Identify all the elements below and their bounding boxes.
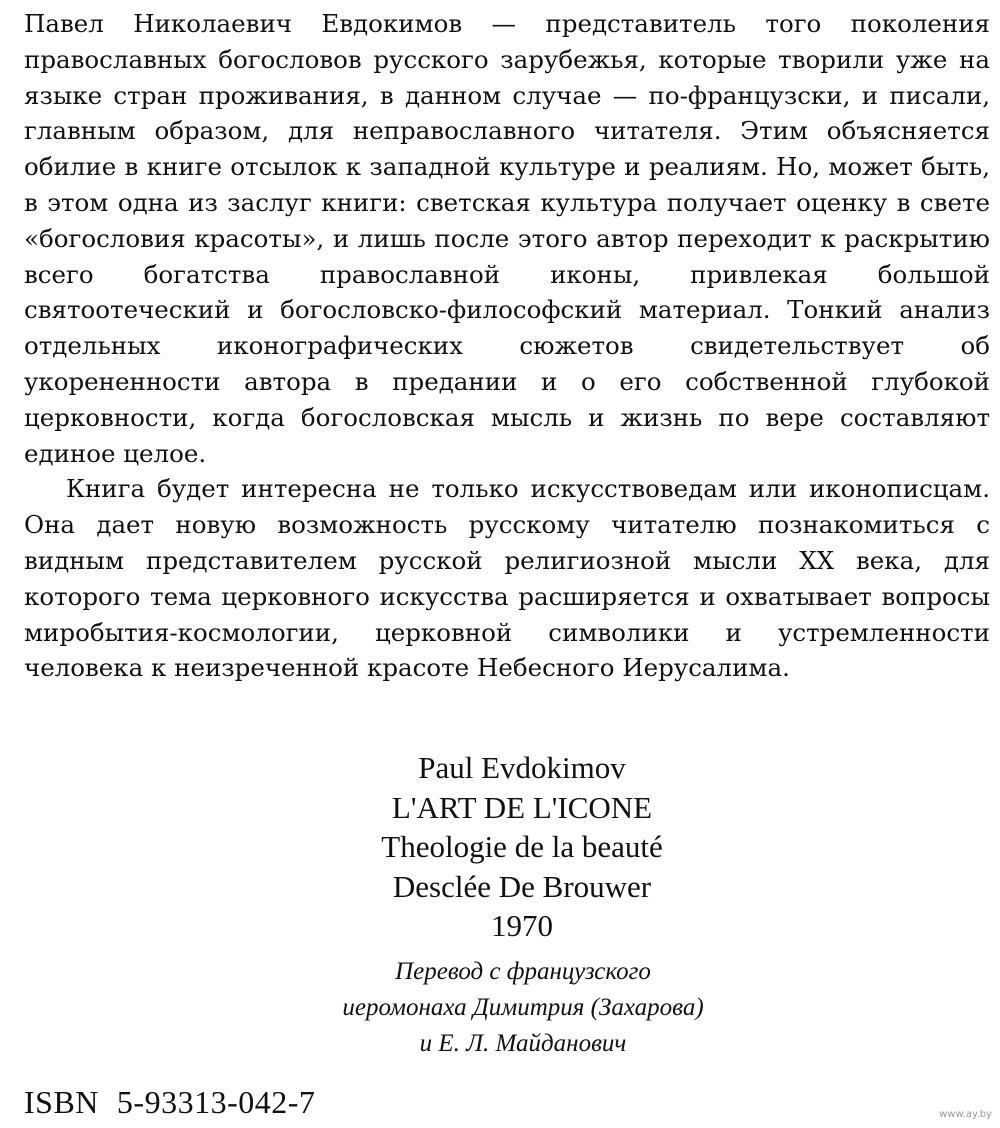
original-subtitle: Theologie de la beauté: [381, 829, 663, 864]
translation-line-3: и Е. Л. Майданович: [419, 1030, 627, 1057]
annotation-paragraph-2: Книга будет интересна не только искусствоведам или иконописцам. Она дает новую возможность русскому читателю познакомиться с видным представителем русской религиозной мысли XX века, для которого тема церковного искусства расширяется и охватывает вопросы миробытия-космологии, церковной символики и устремленности человека к неизреченной красоте Небесного Иерусалима.: [24, 474, 990, 683]
original-edition-block: [24, 748, 990, 946]
annotation-paragraph-1: Павел Николаевич Евдокимов — представитель того поколения православных богословов русского зарубежья, которые творили уже на языке стран проживания, в данном случае — по-французски, и писали, главным образом, для неправославного читателя. Этим объясняется обилие в книге отсылок к западной культуре и реалиям. Но, может быть, в этом одна из заслуг книги: светская культура получает оценку в свете «богословия красоты», и лишь после этого автор переходит к раскрытию всего богатства православной иконы, привлекая большой святоотеческий и богословско-философский материал. Тонкий анализ отдельных иконографических сюжетов свидетельствует об укорененности автора в предании и о его собственной глубокой церковности, когда богословская мысль и жизнь по вере составляют единое целое.: [24, 9, 990, 468]
translation-line-2: иеромонаха Димитрия (Захарова): [342, 994, 704, 1021]
original-publisher: Desclée De Brouwer: [392, 868, 652, 904]
annotation-text: [24, 6, 990, 686]
original-title: L'ART DE L'ICONE: [391, 789, 653, 825]
isbn-line: [24, 1084, 333, 1121]
translation-line-1: Перевод с французского: [395, 958, 651, 985]
site-watermark: www.ay.by: [939, 1109, 992, 1120]
original-author: Paul Evdokimov: [418, 750, 626, 785]
original-year: 1970: [491, 908, 553, 943]
isbn-label: ISBN: [24, 1084, 99, 1120]
isbn-number: 5-93313-042-7: [116, 1084, 316, 1120]
translation-credit: [24, 954, 990, 1062]
